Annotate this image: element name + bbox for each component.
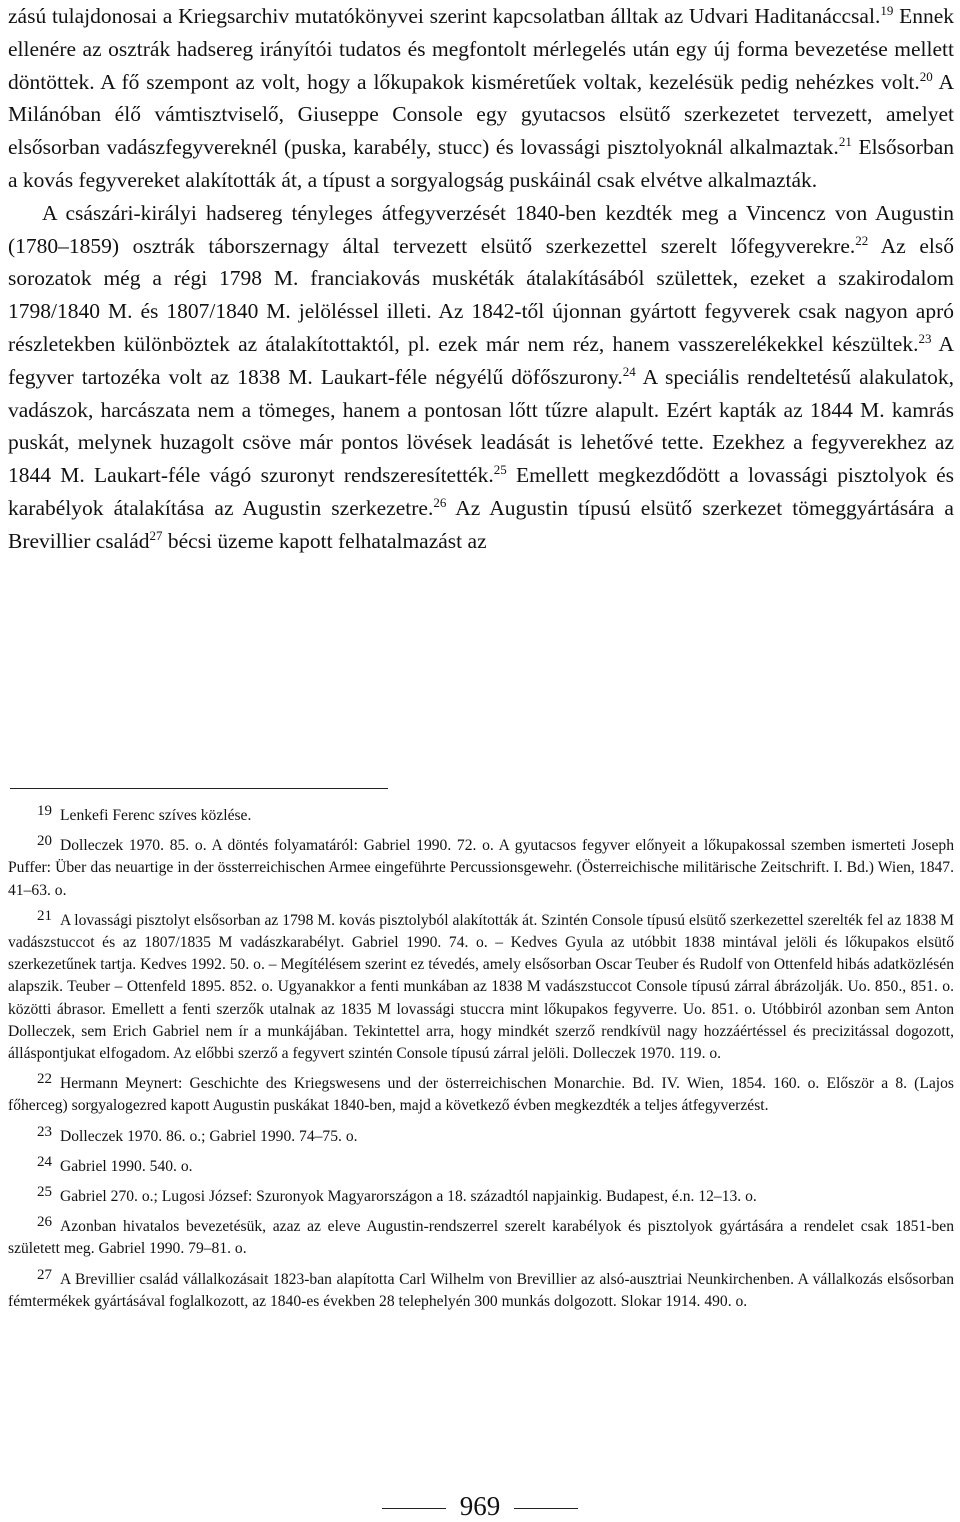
footnote-ref[interactable]: 24 (622, 363, 636, 379)
footnote-text: Dolleczek 1970. 85. o. A döntés folyamatáról: Gabriel 1990. 72. o. A gyutacsos fegyver előnyeit a lőkupakossal szemben ismerteti Joseph Puffer: Über das neuartige in der össterreichischen Armee eingeführte Percussionsgewehr. (Österreichische militärische Zeitschrift. I. Bd.) Wien, 1847. 41–63. o. (8, 837, 954, 899)
text-run: A Milánóban élő vámtisztviselő, Giuseppe Console egy gyutacsos elsütő szerkezetet tervezett, amelyet elsősorban vadászfegyvereknél (puska, karabély, stucc) és lovassági pisztolyoknál alkalmaztak. (8, 69, 955, 160)
footnote-ref[interactable]: 22 (855, 232, 869, 248)
footnote-text: A lovassági pisztolyt elsősorban az 1798 M. kovás pisztolyból alakították át. Szintén Console típusú elsütő szerkezettel szerelték fel az 1838 M vadászstuccot és az 1807/1835 M vadászkarabélyt. Gabriel 1990. 74. o. – Kedves Gyula az utóbbit 1838 mintával jelöli és lőkupakos elsütő szerkezetűnek tartja. Kedves 1992. 50. o. – Megítélésem szerint ez tévedés, amely elsősorban Oscar Teuber és Rudolf von Ottenfeld hibás adatközlésén alapszik. Teuber – Ottenfeld 1895. 852. o. Ugyanakkor a fenti munkában az 1838 M vadászstuccot Console típusú zárral ábrázolják. Uo. 850., 851. o. közötti ábrasor. Emellett a fenti szerzők utalnak az 1835 M lovassági stuccra mint lőkupakos fegyverre. Uo. 851. o. Utóbbiról azonban sem Anton Dolleczek, sem Erich Gabriel nem ír a munkájában. Tekintettel arra, hogy mindkét szerző rendkívül nagy hozzáértéssel és precizitással dogozott, álláspontjukat elfogadom. Az előbbi szerző a fegyvert szintén Console típusú zárral jelöli. Dolleczek 1970. 119. o. (8, 911, 954, 1063)
text-run: Ennek ellenére az osztrák hadsereg irányítói tudatos és megfontolt mérlegelés után egy új forma bevezetése mellett döntöttek. A fő szempont az volt, hogy a lőkupakok kisméretűek voltak, kezelésük pedig nehézkes volt. (8, 4, 954, 94)
page-number: 969 (459, 1491, 501, 1521)
paragraph-2 (8, 197, 954, 558)
footnotes (8, 800, 954, 1313)
footnote-ref[interactable]: 27 (149, 527, 163, 543)
text-run: Az Augustin típusú elsütő szerkezet tömeggyártására a Brevillier család (8, 495, 954, 553)
page (8, 0, 954, 558)
main-text (8, 0, 954, 558)
text-run: A speciális rendeltetésű alakulatok, vadászok, harcászata nem a tömeges, hanem a pontosan lőtt tűzre alapult. Ezért kapták az 1844 M. kamrás puskát, melynek huzagolt csöve már pontos lövések leadását is lehetővé tette. Ezekhez a fegyverekhez az 1844 M. Laukart-féle vágó szuronyt rendszeresítették. (8, 364, 954, 488)
footnote-number: 20 (37, 833, 52, 850)
footnote-number: 21 (37, 907, 52, 924)
footnote-text: Hermann Meynert: Geschichte des Kriegswesens und der österreichischen Monarchie. Bd. IV. Wien, 1854. 160. o. Először a 8. (Lajos főherceg) sorgyalogezred kapott Augustin puskákat 1840-ben, majd a következő évben megkezdték a teljes átfegyverzést. (8, 1075, 954, 1115)
text-run: bécsi üzeme kapott felhatalmazást az (162, 528, 487, 553)
text-run: A császári-királyi hadsereg tényleges átfegyverzését 1840-ben kezdték meg a Vincencz von Augustin (1780–1859) osztrák táborszernagy által tervezett elsütő szerkezettel szerelt lőfegyverekre. (8, 200, 954, 258)
footnote-ref[interactable]: 25 (493, 462, 507, 477)
footnote-ref[interactable]: 20 (919, 68, 933, 84)
footnote (8, 1121, 954, 1148)
footnote-ref[interactable]: 19 (880, 2, 894, 18)
footnote-number: 25 (37, 1184, 52, 1201)
footnote-ref[interactable]: 23 (918, 330, 932, 346)
footnote-ref[interactable]: 21 (838, 134, 852, 150)
text-run: Az első sorozatok még a régi 1798 M. franciakovás muskéták átalakításából születtek, ezeket a szakirodalom 1798/1840 M. és 1807/1840 M. jelöléssel illeti. Az 1842-től újonnan gyártott fegyverek csak nagyon apró részletekben különböztek az átalakítottaktól, pl. ezek már nem réz, hanem vasszerelékekkel készültek. (8, 233, 954, 356)
footnote (8, 905, 954, 1065)
footnote-text: Gabriel 270. o.; Lugosi József: Szuronyok Magyarországon a 18. századtól napjainkig. Budapest, é.n. 12–13. o. (60, 1188, 757, 1206)
footnote-text: Dolleczek 1970. 86. o.; Gabriel 1990. 74–75. o. (60, 1127, 358, 1145)
footnote-number: 19 (37, 803, 52, 819)
paragraph-1 (8, 0, 954, 197)
text-run: A fegyver tartozéka volt az 1838 M. Laukart-féle négyélű döfőszurony. (8, 331, 954, 389)
footnote-separator (10, 788, 388, 789)
footnote (8, 800, 954, 827)
footnote (8, 1211, 954, 1260)
footnote (8, 1068, 954, 1117)
footnote-text: Azonban hivatalos bevezetésük, azaz az eleve Augustin-rendszerrel szerelt karabélyok és pisztolyok gyártására a rendelet csak 1851-ben született meg. Gabriel 1990. 79–81. o. (8, 1218, 954, 1258)
footnote-number: 24 (37, 1153, 52, 1170)
footnote-text: Lenkefi Ferenc szíves közlése. (60, 807, 252, 824)
footnote (8, 1264, 954, 1313)
text-run: zású tulajdonosai a Kriegsarchiv mutatókönyvei szerint kapcsolatban álltak az Udvari Haditanáccsal. (8, 4, 881, 28)
page-number-footer (0, 1490, 960, 1522)
footnote-number: 27 (37, 1266, 52, 1283)
footnote (8, 1151, 954, 1178)
footnote-ref[interactable]: 26 (433, 494, 447, 510)
footnote-text: Gabriel 1990. 540. o. (60, 1157, 193, 1175)
footnote-number: 23 (37, 1123, 52, 1140)
footnote-number: 22 (37, 1071, 52, 1088)
text-run: Emellett megkezdődött a lovassági pisztolyok és karabélyok átalakítása az Augustin szerkezetre. (8, 463, 954, 520)
footnote (8, 830, 954, 902)
footnote-text: A Brevillier család vállalkozásait 1823-ban alapította Carl Wilhelm von Brevillier az alsó-ausztriai Neunkirchenben. A vállalkozás elsősorban fémtermékek gyártásával foglalkozott, az 1840-es években 28 telephelyén 300 munkás dolgozott. Slokar 1914. 490. o. (8, 1270, 954, 1310)
footnote (8, 1181, 954, 1208)
footnote-number: 26 (37, 1214, 52, 1231)
text-run: Elsősorban a kovás fegyvereket alakították át, a típust a sorgyalogság puskáinál csak elvétve alkalmazták. (8, 135, 954, 192)
folio-dash-left (382, 1508, 446, 1509)
folio-dash-right (514, 1508, 578, 1509)
